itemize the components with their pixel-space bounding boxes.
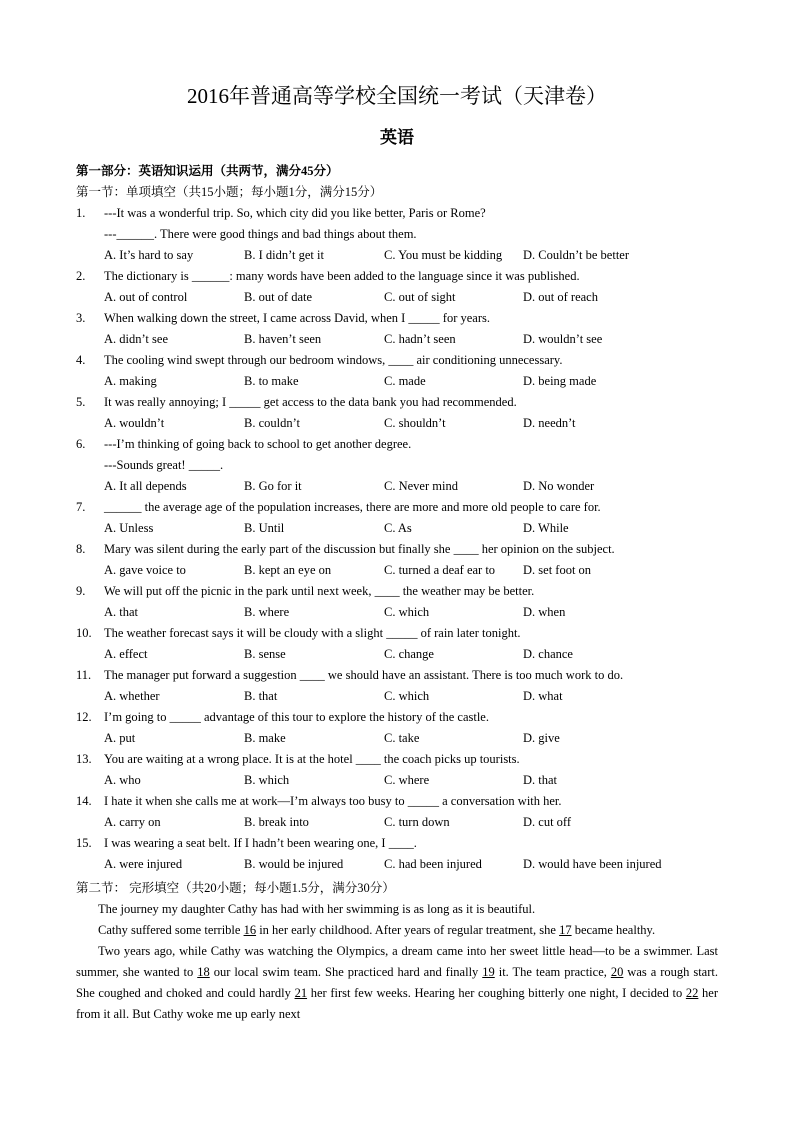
answer-option-d: D. No wonder (523, 479, 595, 493)
answer-option-d: D. being made (523, 374, 597, 388)
question-stem: ---It was a wonderful trip. So, which city did you like better, Paris or Rome? (104, 206, 486, 220)
answer-option-a: A. put (104, 731, 136, 745)
answer-option-b: B. would be injured (244, 857, 344, 871)
answer-option-b: B. haven’t seen (244, 332, 322, 346)
part1-heading: 第一部分：英语知识运用（共两节，满分45分） (76, 164, 339, 178)
answer-option-d: D. set foot on (523, 563, 592, 577)
blank-19: 19 (482, 965, 495, 979)
answer-option-c: C. turn down (384, 815, 450, 829)
answer-option-a: A. out of control (104, 290, 188, 304)
blank-22: 22 (685, 986, 699, 1000)
answer-option-c: C. which (384, 605, 430, 619)
answer-option-a: A. effect (104, 647, 148, 661)
question-stem: I hate it when she calls me at work—I’m always too busy to _____ a conversation with her. (104, 794, 562, 808)
question-number: 12. (76, 710, 92, 724)
answer-option-b: B. which (244, 773, 290, 787)
answer-option-a: A. who (104, 773, 141, 787)
answer-option-d: D. would have been injured (523, 857, 662, 871)
answer-option-d: D. cut off (523, 815, 572, 829)
answer-option-c: C. had been injured (384, 857, 482, 871)
answer-option-a: A. It’s hard to say (104, 248, 194, 262)
answer-option-d: D. when (523, 605, 566, 619)
passage-paragraph (76, 941, 718, 1025)
question-number: 10. (76, 626, 92, 640)
answer-option-b: B. out of date (244, 290, 313, 304)
answer-option-a: A. wouldn’t (104, 416, 165, 430)
answer-option-c: C. take (384, 731, 420, 745)
blank-16: 16 (243, 923, 257, 937)
question-number: 13. (76, 752, 92, 766)
answer-option-b: B. make (244, 731, 286, 745)
answer-option-c: C. shouldn’t (384, 416, 446, 430)
answer-option-c: C. where (384, 773, 430, 787)
question-stem: The weather forecast says it will be cloudy with a slight _____ of rain later tonight. (104, 626, 521, 640)
blank-21: 21 (294, 986, 308, 1000)
question-number: 3. (76, 311, 86, 325)
answer-option-d: D. chance (523, 647, 573, 661)
question-number: 11. (76, 668, 92, 682)
page-title: 2016年普通高等学校全国统一考试（天津卷） (187, 84, 607, 108)
answer-option-a: A. whether (104, 689, 160, 703)
passage-paragraph (76, 920, 718, 941)
answer-option-c: C. made (384, 374, 426, 388)
passage-text: her from it all. But Cathy woke me up early next (76, 986, 718, 1021)
answer-option-c: C. turned a deaf ear to (384, 563, 496, 577)
question-stem: ---Sounds great! _____. (104, 458, 224, 472)
answer-option-a: A. gave voice to (104, 563, 186, 577)
question-stem: When walking down the street, I came across David, when I _____ for years. (104, 311, 490, 325)
question-stem: The cooling wind swept through our bedroom windows, ____ air conditioning unnecessary. (104, 353, 563, 367)
passage-text: our local swim team. She practiced hard and finally (209, 965, 483, 979)
passage-text: Two years ago, while Cathy was watching the Olympics, a dream came into her sweet little head—to be a swimmer. Last summer, she wanted to (76, 944, 718, 979)
answer-option-c: C. hadn’t seen (384, 332, 456, 346)
answer-option-a: A. making (104, 374, 157, 388)
answer-option-b: B. that (244, 689, 278, 703)
passage-text: it. The team practice, (494, 965, 611, 979)
page-subtitle: 英语 (380, 128, 414, 147)
question-stem: It was really annoying; I _____ get access to the data bank you had recommended. (104, 395, 517, 409)
question-stem: The dictionary is ______: many words have been added to the language since it was published. (104, 269, 580, 283)
question-stem: ______ the average age of the population increases, there are more and more old people to care for. (104, 500, 601, 514)
passage-text: in her early childhood. After years of regular treatment, she (256, 923, 560, 937)
answer-option-c: C. which (384, 689, 430, 703)
question-stem: I’m going to _____ advantage of this tour to explore the history of the castle. (104, 710, 489, 724)
question-stem: You are waiting at a wrong place. It is at the hotel ____ the coach picks up tourists. (104, 752, 520, 766)
answer-option-d: D. While (523, 521, 569, 535)
answer-option-b: B. I didn’t get it (244, 248, 324, 262)
question-stem: ---I’m thinking of going back to school to get another degree. (104, 437, 412, 451)
passage-text: was a rough start. She coughed and choked and could hardly (76, 965, 718, 1000)
question-stem: ---______. There were good things and bad things about them. (104, 227, 417, 241)
question-number: 5. (76, 395, 86, 409)
answer-option-d: D. wouldn’t see (523, 332, 603, 346)
passage-text: The journey my daughter Cathy has had with her swimming is as long as it is beautiful. (98, 902, 536, 916)
question-number: 1. (76, 206, 86, 220)
answer-option-d: D. what (523, 689, 563, 703)
answer-option-c: C. You must be kidding (384, 248, 503, 262)
section1-heading: 第一节：单项填空（共15小题；每小题1分，满分15分） (76, 185, 383, 199)
question-stem: Mary was silent during the early part of the discussion but finally she ____ her opinion on the subject. (104, 542, 615, 556)
question-stem: I was wearing a seat belt. If I hadn’t been wearing one, I ____. (104, 836, 417, 850)
question-number: 6. (76, 437, 86, 451)
question-stem: We will put off the picnic in the park until next week, ____ the weather may be better. (104, 584, 535, 598)
answer-option-b: B. to make (244, 374, 299, 388)
answer-option-a: A. It all depends (104, 479, 187, 493)
question-stem: The manager put forward a suggestion ____ we should have an assistant. There is too much work to do. (104, 668, 624, 682)
answer-option-d: D. needn’t (523, 416, 576, 430)
answer-option-b: B. kept an eye on (244, 563, 332, 577)
blank-17: 17 (559, 923, 572, 937)
question-number: 15. (76, 836, 92, 850)
section2-heading: 第二节： 完形填空（共20小题；每小题1.5分，满分30分） (76, 881, 395, 895)
passage-text: Cathy suffered some terrible (98, 923, 244, 937)
question-number: 7. (76, 500, 86, 514)
answer-option-b: B. sense (244, 647, 286, 661)
cloze-passage (76, 899, 718, 1025)
answer-option-d: D. out of reach (523, 290, 598, 304)
question-number: 9. (76, 584, 86, 598)
answer-option-a: A. were injured (104, 857, 183, 871)
question-number: 8. (76, 542, 86, 556)
answer-option-c: C. change (384, 647, 434, 661)
answer-option-b: B. break into (244, 815, 309, 829)
answer-option-a: A. Unless (104, 521, 154, 535)
answer-option-b: B. Go for it (244, 479, 302, 493)
answer-option-d: D. give (523, 731, 560, 745)
answer-option-a: A. didn’t see (104, 332, 168, 346)
question-number: 14. (76, 794, 92, 808)
blank-18: 18 (197, 965, 210, 979)
answer-option-b: B. couldn’t (244, 416, 301, 430)
answer-option-c: C. out of sight (384, 290, 456, 304)
answer-option-b: B. where (244, 605, 290, 619)
blank-20: 20 (610, 965, 624, 979)
passage-text: her first few weeks. Hearing her coughing bitterly one night, I decided to (307, 986, 686, 1000)
answer-option-a: A. that (104, 605, 139, 619)
answer-option-c: C. As (384, 521, 412, 535)
passage-paragraph (76, 899, 718, 920)
answer-option-d: D. Couldn’t be better (523, 248, 629, 262)
answer-option-c: C. Never mind (384, 479, 458, 493)
passage-text: became healthy. (571, 923, 656, 937)
answer-option-a: A. carry on (104, 815, 161, 829)
question-number: 2. (76, 269, 86, 283)
answer-option-b: B. Until (244, 521, 285, 535)
question-number: 4. (76, 353, 86, 367)
answer-option-d: D. that (523, 773, 558, 787)
